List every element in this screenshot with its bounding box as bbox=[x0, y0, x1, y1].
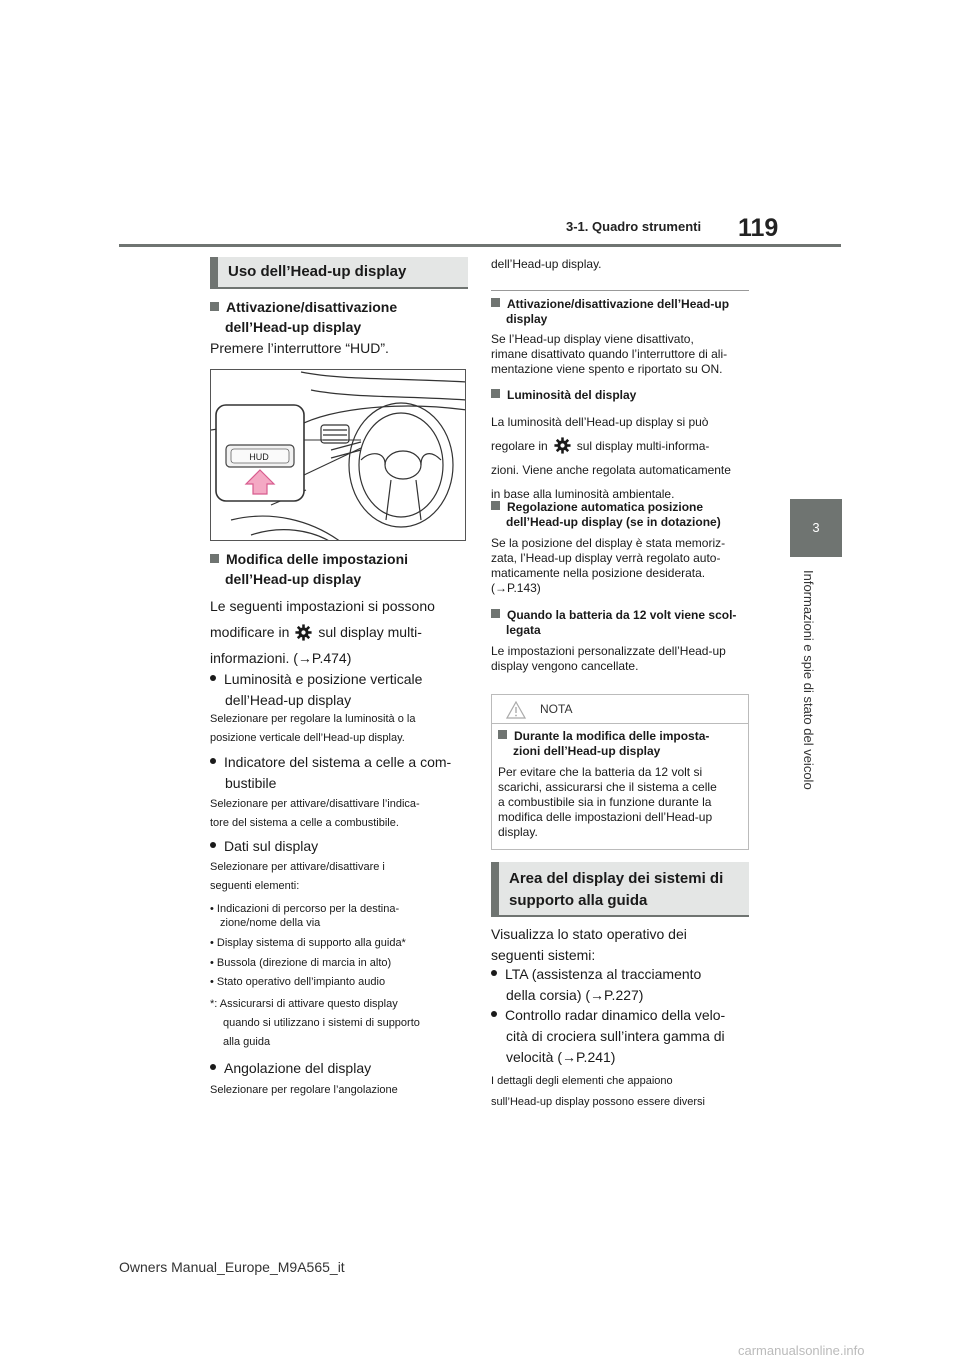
settings-text: Le seguenti impostazioni si possono modificare in sul display multi- informazioni. (→P.474) bbox=[210, 598, 435, 666]
square-bullet-icon bbox=[491, 298, 500, 307]
chapter-label: Informazioni e spie di stato del veicolo bbox=[801, 570, 816, 790]
subheading-activation: Attivazione/disattivazione dell’Head-up display bbox=[210, 297, 397, 337]
hud-onoff-text: Se l’Head-up display viene disattivato, rimane disattivato quando l’interruttore di ali- mentazione viene spento e riportato su ON. bbox=[491, 332, 728, 376]
subheading-battery: Quando la batteria da 12 volt viene scol- legata bbox=[491, 608, 736, 638]
list-item: • Stato operativo dell’impianto audio bbox=[210, 976, 386, 988]
bullet-display-data: Dati sul display bbox=[210, 836, 318, 857]
area-intro: Visualizza lo stato operativo dei seguenti sistemi: bbox=[491, 926, 687, 963]
list-item: • Bussola (direzione di marcia in alto) bbox=[210, 957, 392, 969]
subheading-settings: Modifica delle impostazioni dell’Head-up display bbox=[210, 549, 408, 589]
bullet-angle: Angolazione del display bbox=[210, 1058, 371, 1079]
auto-position-text: Se la posizione del display è stata memoriz- zata, l’Head-up display verrà regolato auto- maticamente nella posizione desiderata. (→P.143) bbox=[491, 536, 726, 595]
section-header: 3-1. Quadro strumenti bbox=[566, 219, 702, 234]
square-bullet-icon bbox=[210, 554, 219, 563]
subheading-brightness: Luminosità del display bbox=[491, 388, 636, 403]
nota-header bbox=[492, 695, 748, 724]
page-number: 119 bbox=[738, 214, 779, 242]
subheading-auto-position: Regolazione automatica posizione dell’Head-up display (se in dotazione) bbox=[491, 500, 721, 530]
heading-area-display: Area del display dei sistemi di supporto alla guida bbox=[491, 862, 749, 917]
header-rule bbox=[119, 244, 841, 247]
footnote: *: Assicurarsi di attivare questo display quando si utilizzano i sistemi di supporto alla guida bbox=[210, 998, 420, 1048]
gear-icon bbox=[295, 624, 312, 641]
nota-text: Per evitare che la batteria da 12 volt si scarichi, assicurarsi che il sistema a celle a combustibile sia in funzione durante la modifica delle impostazioni dell’Head-up display. bbox=[498, 765, 717, 839]
gear-icon bbox=[554, 437, 571, 454]
display-items-list bbox=[210, 902, 406, 989]
bullet-display-data-desc: Selezionare per attivare/disattivare i seguenti elementi: bbox=[210, 861, 385, 892]
nota-title: Durante la modifica delle imposta- zioni dell’Head-up display bbox=[498, 729, 709, 759]
nota-label: NOTA bbox=[540, 702, 573, 716]
heading-uso-hud: Uso dell’Head-up display bbox=[210, 257, 468, 289]
activation-text: Premere l’interruttore “HUD”. bbox=[210, 340, 389, 356]
bullet-lta: LTA (assistenza al tracciamento della corsia) (→P.227) bbox=[491, 964, 701, 1006]
list-item: • Indicazioni di percorso per la destina- bbox=[210, 903, 400, 915]
bullet-angle-desc: Selezionare per regolare l’angolazione bbox=[210, 1084, 398, 1096]
square-bullet-icon bbox=[491, 609, 500, 618]
square-bullet-icon bbox=[210, 302, 219, 311]
hud-button-label: HUD bbox=[249, 452, 269, 462]
warning-icon bbox=[506, 701, 526, 719]
list-item: • Display sistema di supporto alla guida* bbox=[210, 937, 406, 949]
square-bullet-icon bbox=[491, 389, 500, 398]
continued-text: dell’Head-up display. bbox=[491, 257, 602, 271]
list-item: zione/nome della via bbox=[220, 917, 321, 929]
subheading-hud-onoff: Attivazione/disattivazione dell’Head-up display bbox=[491, 297, 729, 327]
bullet-brightness: Luminosità e posizione verticale dell’Head-up display bbox=[210, 669, 422, 711]
nota-box bbox=[491, 694, 749, 850]
bullet-fuel-cell-desc: Selezionare per attivare/disattivare l’indica- tore del sistema a celle a combustibile. bbox=[210, 798, 420, 829]
square-bullet-icon bbox=[498, 730, 507, 739]
tail-text: I dettagli degli elementi che appaiono sull’Head-up display possono essere diversi bbox=[491, 1075, 706, 1108]
brightness-text: La luminosità dell’Head-up display si può regolare in sul display multi-informa- zioni. Viene anche regolata automaticamente in base alla luminosità ambientale. bbox=[491, 415, 731, 501]
square-bullet-icon bbox=[491, 501, 500, 510]
dashboard-illustration bbox=[211, 370, 466, 541]
footer-doc-id: Owners Manual_Europe_M9A565_it bbox=[119, 1259, 345, 1275]
bullet-brightness-desc: Selezionare per regolare la luminosità o la posizione verticale dell’Head-up display. bbox=[210, 713, 416, 744]
divider bbox=[491, 290, 749, 291]
bullet-fuel-cell: Indicatore del sistema a celle a com- bustibile bbox=[210, 752, 451, 794]
hud-switch-illustration bbox=[210, 369, 466, 541]
watermark: carmanualsonline.info bbox=[738, 1343, 865, 1358]
battery-text: Le impostazioni personalizzate dell’Head-up display vengono cancellate. bbox=[491, 644, 726, 673]
chapter-number: 3 bbox=[812, 520, 820, 535]
bullet-radar-cruise: Controllo radar dinamico della velo- cità di crociera sull’intera gamma di velocità (→P.241) bbox=[491, 1005, 725, 1068]
